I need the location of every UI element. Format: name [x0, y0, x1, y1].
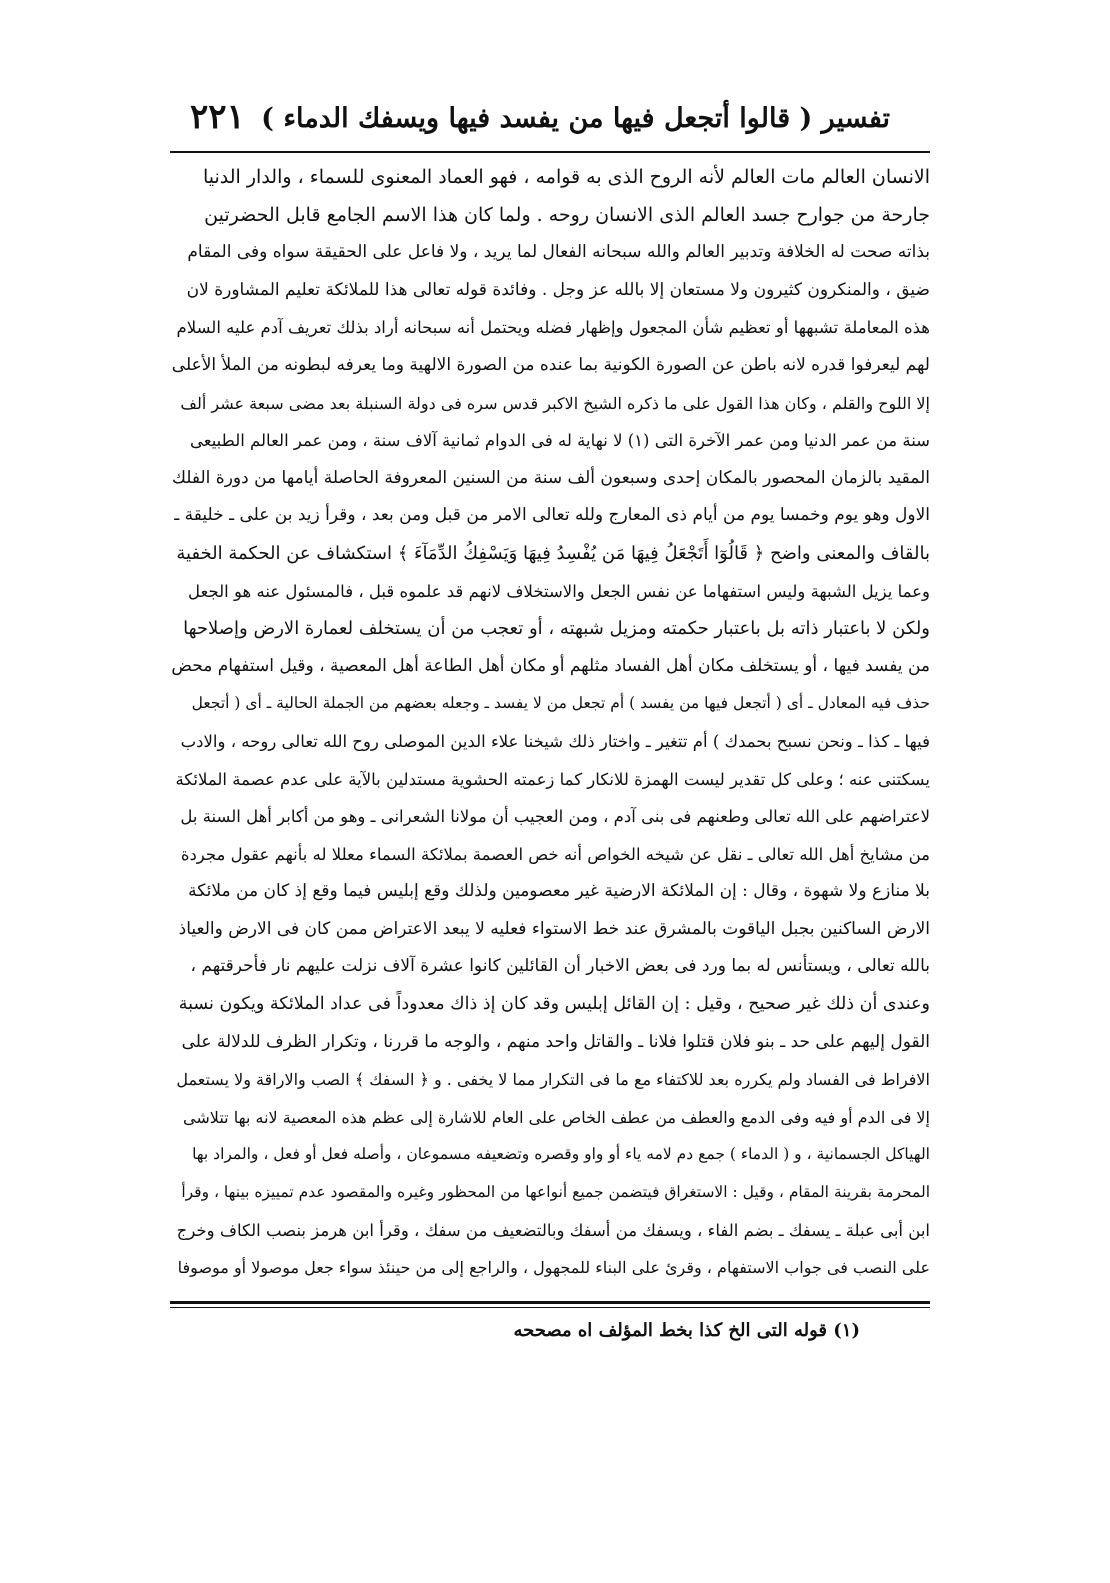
text-line: بلا منازع ولا شهوة ، وقال : إن الملائكة الارضية غير معصومين ولذلك وقع إبليس فيما وقع إذ كان من ملائكة [188, 881, 930, 902]
footnote-rule-thick [170, 1301, 930, 1304]
text-line: بالله تعالى ، ويستأنس له بما ورد فى بعض الاخبار أن القائلين كانوا عشرة آلاف نزلت عليهم نار فأحرقتهم ، [190, 956, 930, 977]
text-line: بذاته صحت له الخلافة وتدبير العالم والله سبحانه الفعال لما يريد ، ولا فاعل على الحقيقة سواه وفى المقام [187, 242, 930, 263]
text-line: ضيق ، والمنكرون كثيرون ولا مستعان إلا بالله عز وجل . وفائدة قوله تعالى هذا للملائكة تعليم المشاورة لان [186, 279, 930, 300]
text-line: جارحة من جوارح جسد العالم الذى الانسان روحه . ولما كان هذا الاسم الجامع قابل الحضرتين [204, 203, 930, 226]
text-line: حذف فيه المعادل ـ أى ( أتجعل فيها من يفسد ) أم تجعل من لا يفسد ـ وجعله بعضهم من الجملة الحالية ـ أى ( أتجعل [191, 694, 930, 713]
text-line: الارض الساكنين بجبل الياقوت بالمشرق عند خط الاستواء فعليه لا يبعد الاعتراض ممن كان فى الارض والعياذ [178, 918, 930, 939]
page-number: ٢٢١ [190, 97, 245, 137]
text-line: على النصب فى جواب الاستفهام ، وقرئ على البناء للمجهول ، والراجع إلى من حينئذ سواء جعل موصولا أو موصوفا [177, 1258, 930, 1278]
text-line: فيها ـ كذا ـ ونحن نسبح بحمدك ) أم تتغير ـ واختار ذلك شيخنا علاء الدين الموصلى روح الله تعالى روحه ، والادب [180, 731, 930, 751]
text-line: هذه المعاملة تشبهها أو تعظيم شأن المجعول وإظهار فضله ويحتمل أنه سبحانه أراد بذلك تعريف آدم عليه السلام [176, 318, 930, 338]
text-line: الافراط فى الفساد ولم يكرره بعد للاكتفاء مع ما فى التكرار مما لا يخفى . و ﴿ السفك ﴾ الصب والاراقة ولا يستعمل [176, 1070, 930, 1090]
running-title: تفسير ( قالوا أتجعل فيها من يفسد فيها ويسفك الدماء ) [261, 103, 890, 134]
text-line: بالقاف والمعنى واضح ﴿ قَالُوٓا أَتَجْعَلُ فِيهَا مَن يُفْسِدُ فِيهَا وَيَسْفِكُ الدِّمَآءَ ﴾ استكشاف عن الحكمة الخفية [176, 542, 930, 564]
footnote-rule-thin [170, 1307, 930, 1308]
text-line: لاعتراضهم على الله تعالى وطعنهم فى بنى آدم ، ومن العجيب أن مولانا الشعرانى ـ وهو من أكابر أهل السنة بل [180, 807, 930, 827]
body-text [170, 159, 930, 1287]
text-line: إلا اللوح والقلم ، وكان هذا القول على ما ذكره الشيخ الاكبر قدس سره فى دولة السنبلة بعد مضى سبعة عشر ألف [180, 393, 930, 413]
text-line: يسكتنى عنه ؛ وعلى كل تقدير ليست الهمزة للانكار كما زعمته الحشوية مستدلين بالآية على عدم عصمة الملائكة [175, 769, 930, 789]
text-line: الهياكل الجسمانية ، و ( الدماء ) جمع دم لامه ياء أو واو وقصره وتضعيفه مسموعان ، وأصله فعل أو فعل ، والمراد بها [192, 1145, 930, 1164]
text-line: الانسان العالم مات العالم لأنه الروح الذى به قوامه ، فهو العماد المعنوى للسماء ، والدار الدنيا [202, 166, 930, 188]
text-line: ابن أبى عبلة ـ يسفك ـ بضم الفاء ، ويسفك من أسفك وبالتضعيف من سفك ، وقرأ ابن هرمز بنصب الكاف وخرج [176, 1220, 930, 1240]
text-line: ولكن لا باعتبار ذاته بل باعتبار حكمته ومزيل شبهته ، أو تعجب من أن يستخلف لعمارة الارض وإصلاحها [183, 618, 930, 640]
text-line: وعندى أن ذلك غير صحيح ، وقيل : إن القائل إبليس وقد كان إذ ذاك معدوداً فى عداد الملائكة ويكون نسبة [178, 994, 930, 1015]
text-line: القول إليهم على حد ـ بنو فلان قتلوا فلانا ـ والقاتل واحد منهم ، والوجه ما قررنا ، وتكرار الظرف للدلالة على [181, 1031, 930, 1052]
text-line: وعما يزيل الشبهة وليس استفهاما عن نفس الجعل والاستخلاف لانهم قد علموه قبل ، فالمسئول عنه هو الجعل [188, 581, 930, 601]
text-line: من يفسد فيها ، أو يستخلف مكان أهل الفساد مثلهم أو مكان أهل الطاعة أهل المعصية ، وقيل استفهام محض [171, 655, 930, 676]
text-line: المقيد بالزمان المحصور بالمكان إحدى وسبعون ألف سنة من السنين المعروفة الحاصلة أيامها من دورة الفلك [171, 467, 930, 488]
header-rule [170, 151, 930, 153]
text-line: لهم ليعرفوا قدره لانه باطن عن الصورة الكونية بما عنده من الصورة الالهية وما يعرفه لبطونه من الملأ الأعلى [171, 354, 930, 375]
book-page [170, 95, 930, 1341]
text-line: إلا فى الدم أو فيه وفى الدمع والعطف من عطف الخاص على العام للاشارة إلى عظم هذه المعصية لانه بها تتلاشى [183, 1107, 930, 1127]
text-line: من مشايخ أهل الله تعالى ـ نقل عن شيخه الخواص أنه خص العصمة بملائكة السماء معللا له بأنهم عقول مجردة [180, 844, 930, 864]
footnote: (١) قوله التى الخ كذا بخط المؤلف اه مصححه [513, 1319, 860, 1341]
page-header [170, 95, 930, 153]
text-line: الاول وهو يوم وخمسا يوم من أيام ذى المعارج ولله تعالى الامر من قبل ومن بعد ، وقرأ زيد بن على ـ خليقة ـ [174, 505, 930, 526]
text-line: المحرمة بقرينة المقام ، وقيل : الاستغراق فيتضمن جميع أنواعها من المحظور وغيره والمقصود عدم تمييزه بينها ، وقرأ [181, 1183, 930, 1202]
text-line: سنة من عمر الدنيا ومن عمر الآخرة التى (١) لا نهاية له فى الدوام ثمانية آلاف سنة ، ومن عمر العالم الطبيعى [189, 431, 930, 451]
